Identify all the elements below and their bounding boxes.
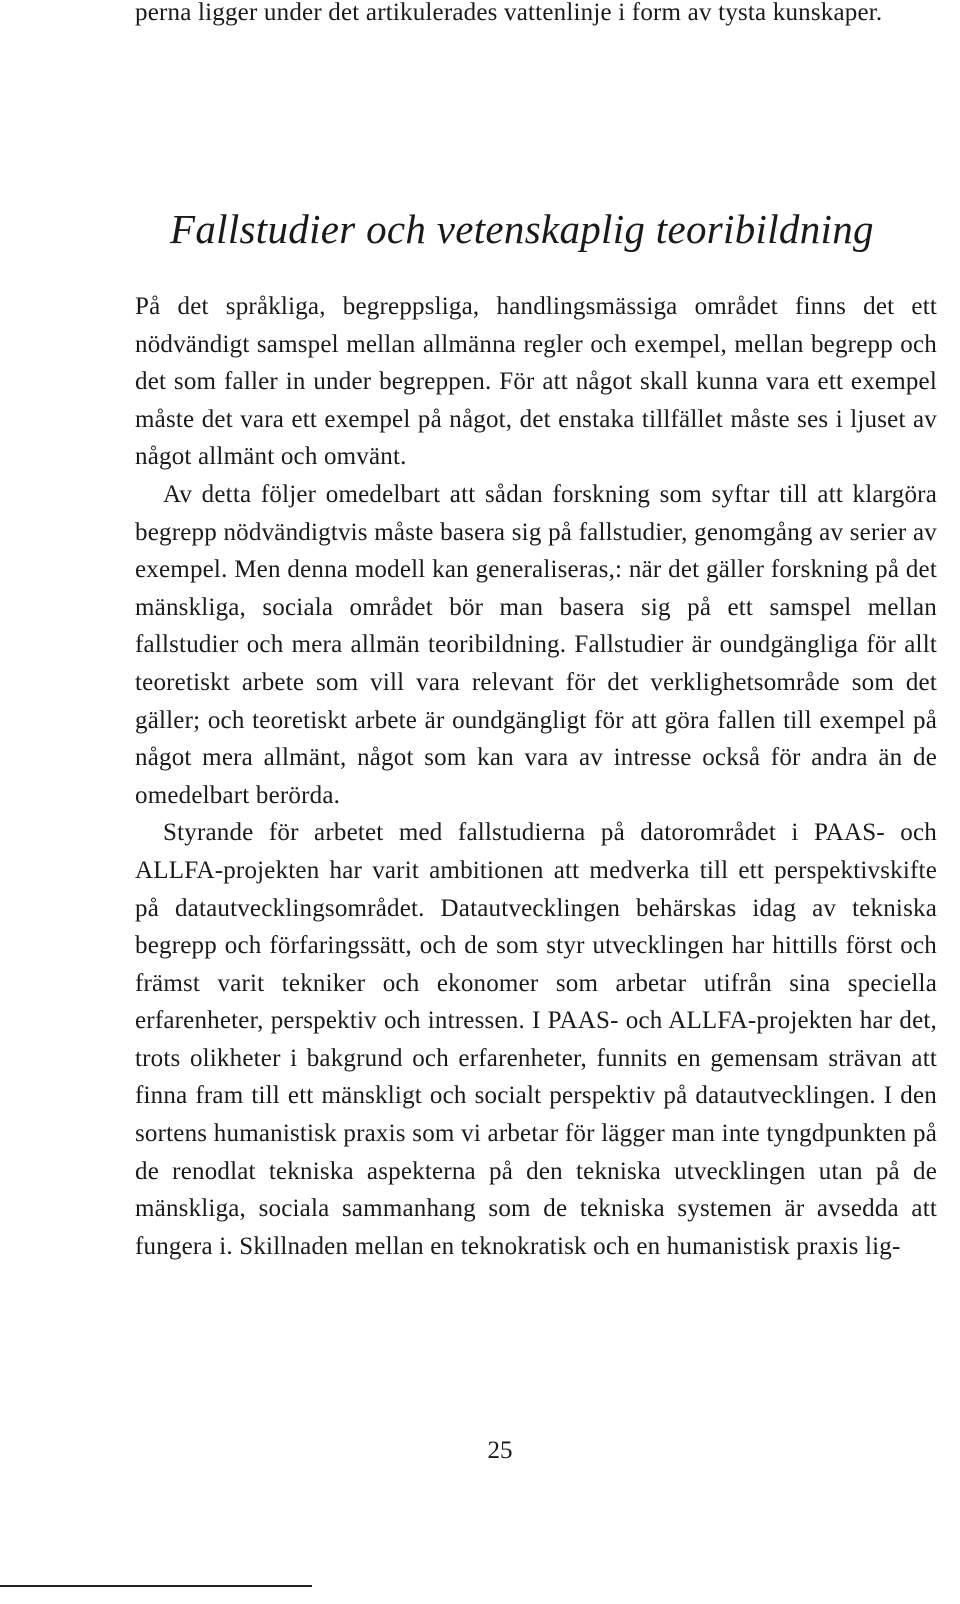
paragraph-2: Av detta följer omedelbart att sådan forskning som syftar till att klargöra begrepp nödvändigtvis måste basera sig på fallstudier, genomgång av serier av exempel. Men denna modell kan generaliseras,: när det gäller forskning på det mänskliga, sociala området bör man basera sig på ett samspel mellan fallstudier och mera allmän teoribildning. Fallstudier är oundgängliga för allt teoretiskt arbete som vill vara relevant för det verklighetsområde som det gäller; och teoretiskt arbete är oundgängligt för att göra fallen till exempel på något mera allmänt, något som kan vara av intresse också för andra än de omedelbart berörda. <box>135 480 937 809</box>
paragraph-3: Styrande för arbetet med fallstudierna på datorområdet i PAAS- och ALLFA-projekten har varit ambitionen att medverka till ett perspektivskifte på datautvecklingsområdet. Datautvecklingen behärskas idag av tekniska begrepp och förfaringssätt, och de som styr utvecklingen har hittills först och främst varit tekniker och ekonomer som arbetar utifrån sina speciella erfarenheter, perspektiv och intressen. I PAAS- och ALLFA-projekten har det, trots olikheter i bakgrund och erfarenheter, funnits en gemensam strävan att finna fram till ett mänskligt och socialt perspektiv på datautvecklingen. I den sortens humanistisk praxis som vi arbetar för lägger man inte tyngdpunkten på de renodlat tekniska aspekterna på den tekniska utvecklingen utan på de mänskliga, sociala sammanhang som de tekniska systemen är avsedda att fungera i. Skillnaden mellan en teknokratisk och en humanistisk praxis lig- <box>135 819 937 1260</box>
paragraph-1: På det språkliga, begreppsliga, handlingsmässiga området finns det ett nödvändigt samspel mellan allmänna regler och exempel, mellan begrepp och det som faller in under begreppen. För att något skall kunna vara ett exempel måste det vara ett exempel på något, det enstaka tillfället måste ses i ljuset av något allmänt och omvänt. <box>135 293 937 471</box>
continuation-paragraph <box>135 0 937 32</box>
bottom-rule <box>0 1585 312 1587</box>
continuation-text: perna ligger under det artikulerades vattenlinje i form av tysta kunskaper. <box>135 0 883 26</box>
section-heading: Fallstudier och vetenskaplig teoribildning <box>170 206 874 252</box>
body-text <box>135 288 937 1265</box>
page-number: 25 <box>487 1437 513 1464</box>
